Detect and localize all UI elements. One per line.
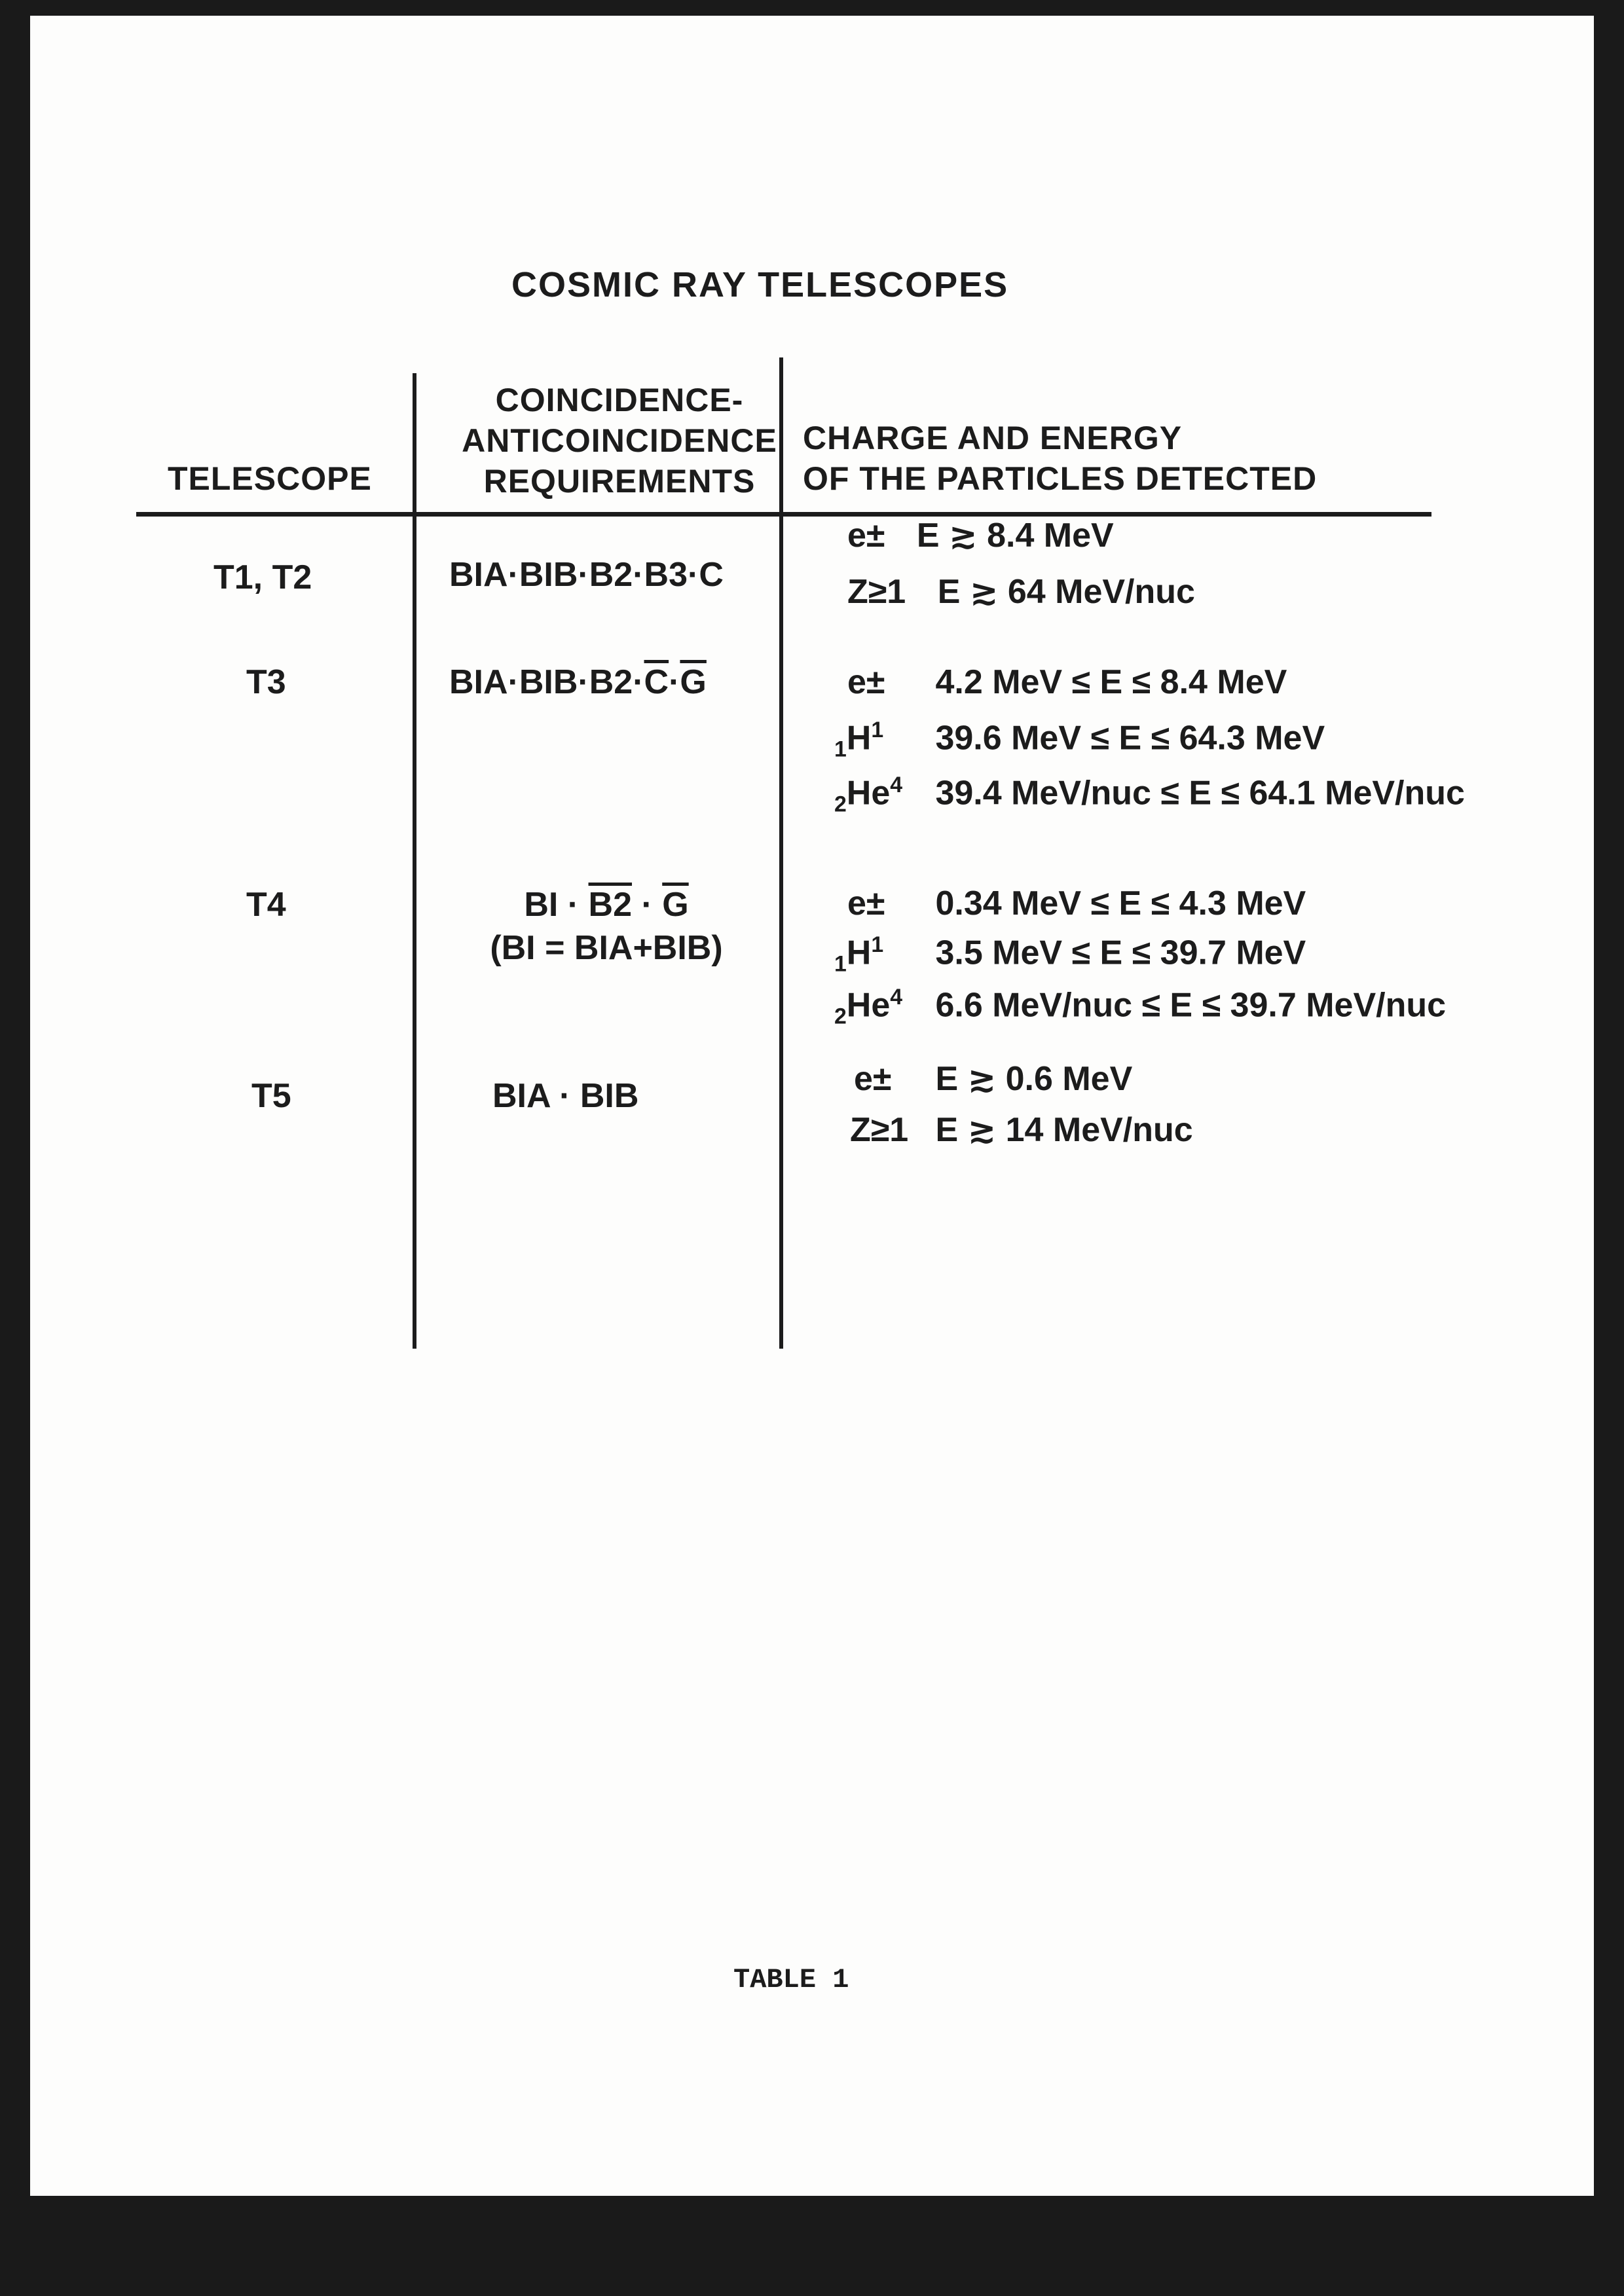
particle-symbol bbox=[834, 773, 926, 818]
requirement-negated: B2 bbox=[588, 886, 633, 924]
mass-number: 4 bbox=[890, 773, 903, 797]
energy-range: 6.6 MeV/nuc ≤ E ≤ 39.7 MeV/nuc bbox=[935, 986, 1447, 1025]
row-requirement bbox=[449, 885, 764, 968]
particle-line bbox=[847, 884, 1306, 923]
particle-line bbox=[850, 1110, 1193, 1150]
particle-symbol: Z≥1 bbox=[850, 1111, 909, 1149]
column-divider-1 bbox=[413, 373, 416, 1349]
requirement-line1 bbox=[449, 885, 764, 924]
element-symbol: H bbox=[846, 934, 872, 972]
row-telescope: T5 bbox=[251, 1077, 291, 1115]
particle-symbol: e± bbox=[854, 1060, 892, 1098]
particle-symbol bbox=[834, 932, 926, 977]
particle-symbol bbox=[834, 985, 926, 1030]
particle-symbol: e± bbox=[847, 663, 885, 701]
requirement-negated: $\overline{G}$ bbox=[662, 886, 689, 924]
document-page bbox=[30, 16, 1594, 2196]
particle-line bbox=[854, 1059, 1132, 1099]
energy-range: E ≳ 14 MeV/nuc bbox=[935, 1111, 1193, 1149]
row-requirement: BIA · BIB bbox=[492, 1077, 639, 1115]
row-requirement: BIA·BIB·B2·B3·C bbox=[449, 556, 724, 594]
particle-line bbox=[847, 516, 1114, 555]
atomic-number: 2 bbox=[834, 792, 847, 817]
atomic-number: 1 bbox=[834, 951, 847, 977]
energy-range: E ≳ 8.4 MeV bbox=[916, 517, 1114, 555]
requirement-negated: $\overline{G}$ bbox=[680, 663, 707, 701]
requirement-text: BI · bbox=[524, 886, 589, 924]
particle-line bbox=[834, 932, 1306, 977]
particle-symbol: e± bbox=[847, 884, 885, 922]
atomic-number: 2 bbox=[834, 1004, 847, 1029]
particle-symbol bbox=[834, 718, 926, 763]
particle-line bbox=[847, 572, 1195, 611]
header-requirements-line2: ANTICOINCIDENCE bbox=[462, 422, 777, 459]
energy-range: 4.2 MeV ≤ E ≤ 8.4 MeV bbox=[935, 663, 1287, 701]
particle-line bbox=[834, 718, 1325, 763]
mass-number: 4 bbox=[890, 985, 903, 1010]
requirement-dot: · bbox=[669, 663, 680, 701]
header-particles bbox=[803, 418, 1317, 499]
header-requirements-line3: REQUIREMENTS bbox=[483, 463, 756, 500]
row-telescope: T1, T2 bbox=[213, 558, 312, 596]
table-caption: TABLE 1 bbox=[733, 1964, 849, 1995]
row-telescope: T4 bbox=[246, 886, 286, 924]
energy-range: 39.6 MeV ≤ E ≤ 64.3 MeV bbox=[935, 719, 1325, 757]
requirement-negated: $\overline{C}$ bbox=[644, 663, 669, 701]
element-symbol: He bbox=[846, 986, 891, 1025]
row-requirement bbox=[449, 663, 707, 702]
particle-symbol: Z≥1 bbox=[847, 573, 906, 611]
energy-range: E ≳ 64 MeV/nuc bbox=[937, 573, 1195, 611]
energy-range: 3.5 MeV ≤ E ≤ 39.7 MeV bbox=[935, 934, 1306, 972]
document-title: COSMIC RAY TELESCOPES bbox=[511, 265, 1009, 304]
atomic-number: 1 bbox=[834, 737, 847, 762]
header-telescope: TELESCOPE bbox=[168, 460, 372, 497]
particle-line bbox=[834, 773, 1465, 818]
energy-range: E ≳ 0.6 MeV bbox=[935, 1060, 1133, 1098]
mass-number: 1 bbox=[871, 718, 884, 742]
particle-line bbox=[847, 663, 1287, 702]
requirement-line2: (BI = BIA+BIB) bbox=[490, 929, 723, 967]
element-symbol: H bbox=[846, 719, 872, 757]
energy-range: 0.34 MeV ≤ E ≤ 4.3 MeV bbox=[935, 884, 1306, 922]
header-requirements-line1: COINCIDENCE- bbox=[495, 382, 744, 418]
header-requirements bbox=[423, 380, 816, 501]
row-telescope: T3 bbox=[246, 663, 286, 701]
requirement-text: BIA·BIB·B2· bbox=[449, 663, 644, 701]
particle-line bbox=[834, 985, 1446, 1030]
element-symbol: He bbox=[846, 774, 891, 812]
mass-number: 1 bbox=[871, 932, 884, 957]
column-divider-2 bbox=[779, 357, 783, 1349]
header-particles-line2: OF THE PARTICLES DETECTED bbox=[803, 460, 1318, 497]
requirement-dot: · bbox=[632, 886, 663, 924]
energy-range: 39.4 MeV/nuc ≤ E ≤ 64.1 MeV/nuc bbox=[935, 774, 1465, 812]
particle-symbol: e± bbox=[847, 517, 885, 555]
header-rule bbox=[136, 512, 1431, 517]
header-particles-line1: CHARGE AND ENERGY bbox=[803, 420, 1183, 456]
